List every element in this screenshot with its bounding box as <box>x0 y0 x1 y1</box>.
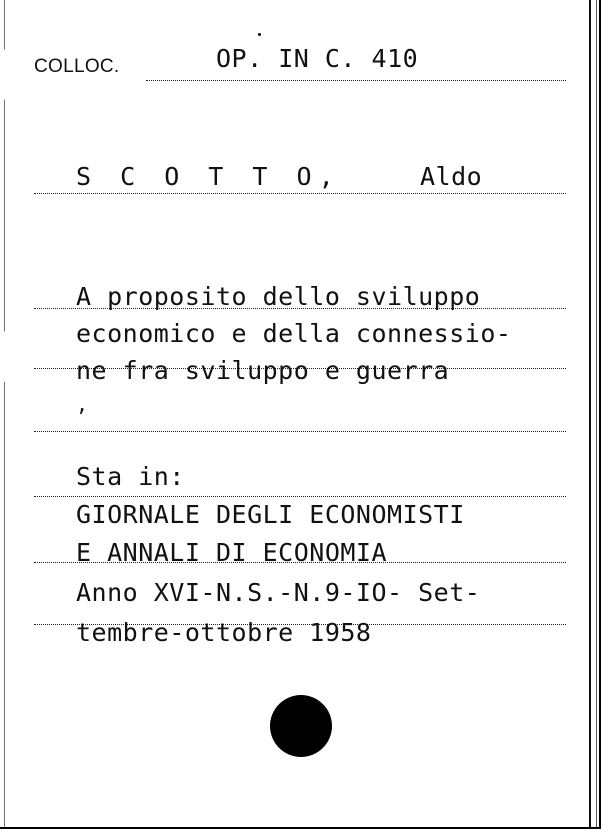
punched-hole <box>270 695 332 757</box>
author-dotted-line <box>34 193 566 194</box>
card-right-edge <box>589 0 591 829</box>
title-mark: , <box>76 392 89 416</box>
title-line-3: ne fra sviluppo e guerra <box>76 356 450 385</box>
title-dotted-line-3 <box>34 431 566 432</box>
collocation-value: OP. IN C. 410 <box>216 44 419 73</box>
collocation-dotted-line <box>146 80 566 81</box>
card-right-edge-inner <box>596 0 597 829</box>
source-line-1: GIORNALE DEGLI ECONOMISTI <box>76 500 465 529</box>
author-surname: S C O T T O, <box>76 162 341 191</box>
title-line-1: A proposito dello sviluppo <box>76 282 481 311</box>
source-dotted-line-1 <box>34 496 566 497</box>
source-line-3: Anno XVI-N.S.-N.9-IO- Set- <box>76 578 481 607</box>
ink-dot <box>258 33 261 36</box>
author-given-name: Aldo <box>420 162 483 191</box>
card-left-edge <box>4 0 5 829</box>
in-label: Sta in: <box>76 462 185 491</box>
source-dotted-line-2 <box>34 562 566 563</box>
collocation-label: COLLOC. <box>34 56 120 77</box>
source-line-4: tembre-ottobre 1958 <box>76 618 372 647</box>
title-line-2: economico e della connessio- <box>76 319 512 348</box>
source-line-2: E ANNALI DI ECONOMIA <box>76 538 388 567</box>
